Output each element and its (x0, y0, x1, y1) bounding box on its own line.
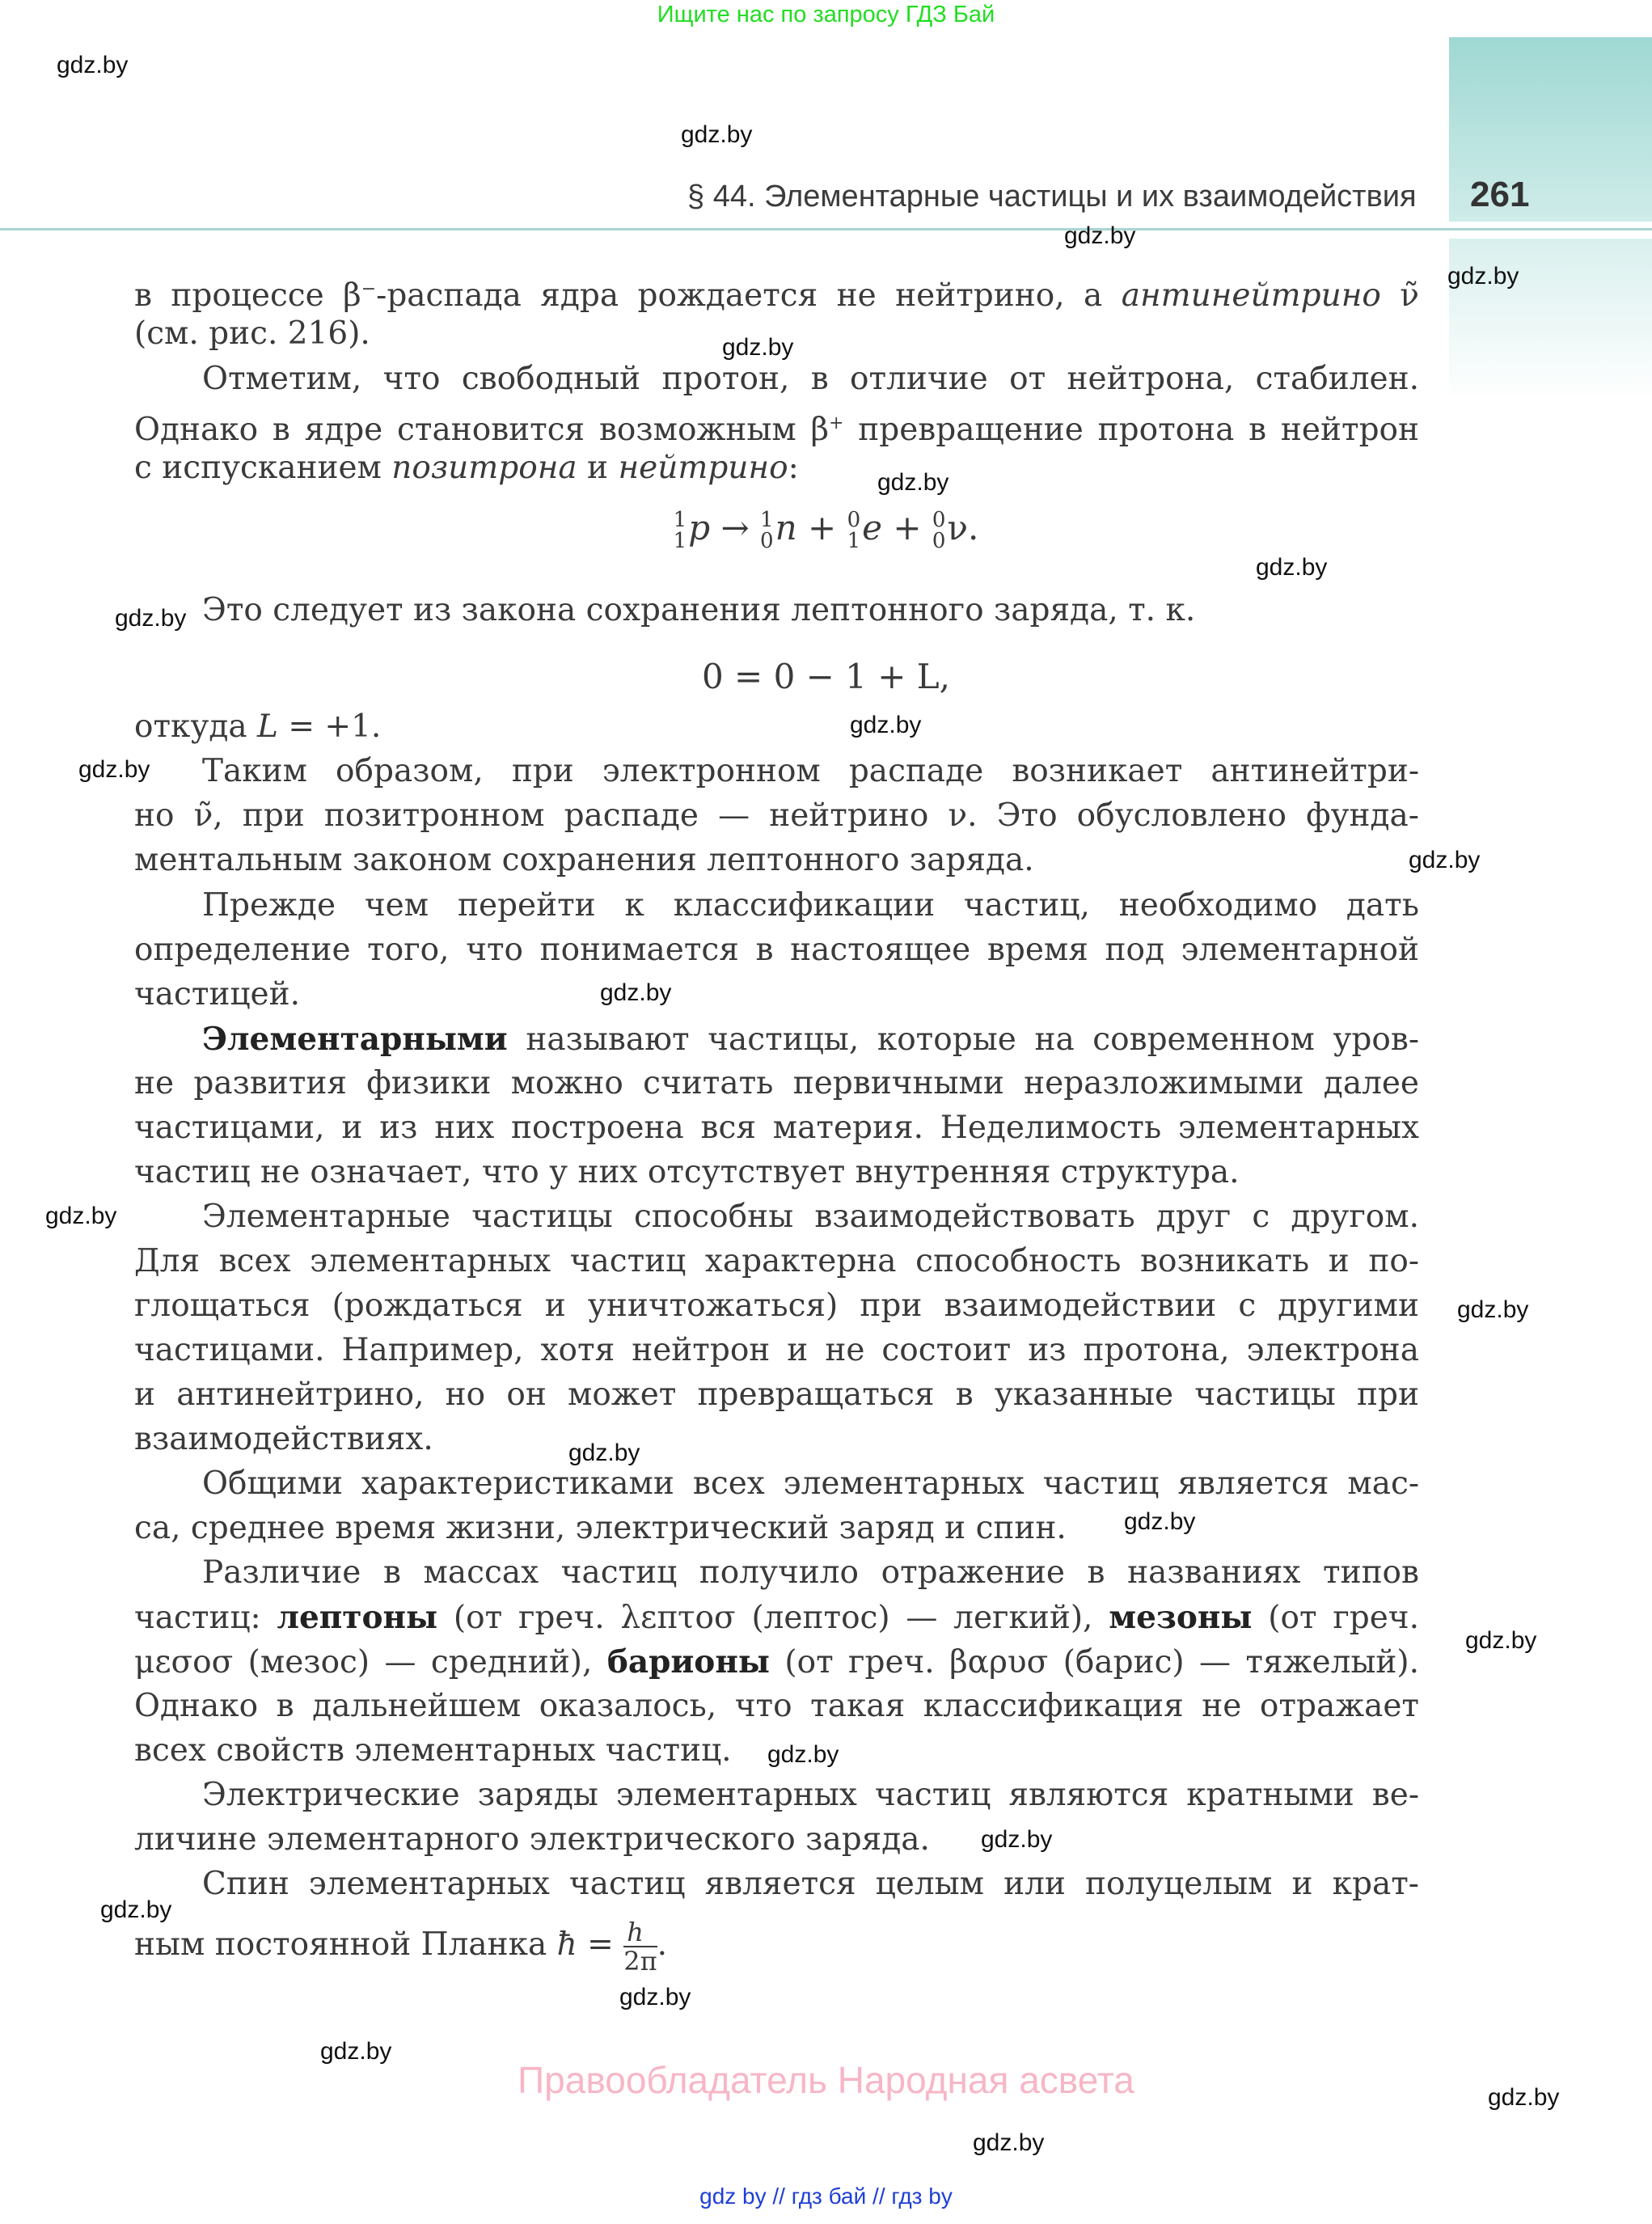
planck-fraction: $\frac{h}{2\pi}$ (623, 1917, 657, 1977)
formula-lepton-charge: 0 = 0 − 1 + L, (701, 657, 951, 696)
watermark: gdz.by (320, 2038, 392, 2065)
watermark: gdz.by (115, 605, 187, 632)
text-line: но ν̃, при позитронном распаде — нейтрино ν. Это обусловлено фунда- (134, 797, 1419, 834)
text-line: Это следует из закона сохранения лептонного заряда, т. к. (202, 592, 1196, 628)
text-line: Прежде чем перейти к классификации частиц, необходимо дать (202, 887, 1419, 924)
watermark: gdz.by (1124, 1508, 1196, 1535)
watermark: gdz.by (767, 1741, 839, 1768)
text-line: Элементарные частицы способны взаимодействовать друг с другом. (202, 1199, 1419, 1235)
text-line: глощаться (рождаться и уничтожаться) при взаимодействии с другими (134, 1287, 1419, 1324)
watermark: gdz.by (981, 1826, 1053, 1853)
watermark: gdz.by (57, 52, 129, 78)
text-line: Отметим, что свободный протон, в отличие от нейтрона, стабилен. (202, 361, 1419, 397)
footer-links[interactable]: gdz by // гдз бай // гдз by (699, 2184, 953, 2209)
text-line: в процессе β−-распада ядра рождается не нейтрино, а антинейтрино ν̃ (134, 277, 1419, 314)
watermark: gdz.by (568, 1440, 640, 1466)
watermark: gdz.by (1256, 554, 1328, 581)
copyright-notice: Правообладатель Народная асвета (518, 2059, 1134, 2101)
text-line: определение того, что понимается в настоящее время под элементарной (134, 932, 1419, 968)
watermark: gdz.by (1064, 222, 1136, 249)
formula-beta-plus: 1 1 p → 1 0 n + 0 1 e + 0 0 ν. (673, 508, 979, 553)
text-line: частиц не означает, что у них отсутствует внутренняя структура. (134, 1154, 1240, 1190)
watermark: gdz.by (100, 1896, 172, 1923)
text-line: с испусканием позитрона и нейтрино: (134, 450, 799, 486)
text-line: частиц: лептоны (от греч. λεπτοσ (лептос) — легкий), мезоны (от греч. (134, 1599, 1419, 1636)
running-title: § 44. Элементарные частицы и их взаимодействия (687, 180, 1417, 214)
watermark: gdz.by (722, 334, 794, 361)
watermark: gdz.by (619, 1984, 691, 2010)
watermark: gdz.by (681, 121, 753, 148)
text-line: Таким образом, при электронном распаде возникает антинейтри- (202, 753, 1419, 789)
text-line: Электрические заряды элементарных частиц являются кратными ве- (202, 1777, 1419, 1813)
watermark: gdz.by (78, 756, 150, 783)
text-line: Для всех элементарных частиц характерна способность возникать и по- (134, 1243, 1419, 1279)
text-line: частицами. Например, хотя нейтрон и не состоит из протона, электрона (134, 1332, 1419, 1368)
text-line: не развития физики можно считать первичными неразложимыми далее (134, 1065, 1419, 1101)
text-line: всех свойств элементарных частиц. (134, 1732, 732, 1769)
text-line: са, среднее время жизни, электрический заряд и спин. (134, 1510, 1067, 1546)
text-line: ментальным законом сохранения лептонного заряда. (134, 842, 1034, 878)
watermark: gdz.by (1465, 1627, 1537, 1654)
text-line: Элементарными называют частицы, которые на современном уров- (202, 1021, 1419, 1058)
watermark: gdz.by (1488, 2084, 1560, 2111)
text-line: личине элементарного электрического заряда. (134, 1821, 930, 1858)
watermark: gdz.by (877, 469, 949, 496)
text-line: Спин элементарных частиц является целым или полуцелым и крат- (202, 1866, 1419, 1902)
page-number: 261 (1470, 175, 1530, 214)
watermark: gdz.by (850, 712, 922, 738)
search-hint-banner: Ищите нас по запросу ГДЗ Бай (657, 2, 995, 27)
text-line: частицей. (134, 976, 300, 1013)
header-rule (0, 228, 1652, 230)
text-line: откуда L = +1. (134, 708, 382, 745)
text-line: (см. рис. 216). (134, 315, 370, 352)
text-line: μεσοσ (мезос) — средний), барионы (от греч. βαρυσ (барис) — тяжелый). (134, 1643, 1419, 1681)
watermark: gdz.by (1457, 1296, 1529, 1323)
text-line: взаимодействиях. (134, 1421, 433, 1457)
text-line: ным постоянной Планка ħ = $\frac{h}{2\pi}$ . (134, 1917, 668, 1977)
text-line: частицами, и из них построена вся материя. Неделимость элементарных (134, 1110, 1419, 1146)
text-line: Однако в дальнейшем оказалось, что такая классификация не отражает (134, 1688, 1419, 1724)
watermark: gdz.by (973, 2129, 1045, 2156)
watermark: gdz.by (45, 1203, 117, 1229)
text-line: Однако в ядре становится возможным β+ превращение протона в нейтрон (134, 412, 1420, 448)
watermark: gdz.by (1409, 847, 1481, 873)
text-line: Общими характеристиками всех элементарных частиц является мас- (202, 1465, 1419, 1502)
text-line: Различие в массах частиц получило отражение в названиях типов (202, 1554, 1419, 1591)
watermark: gdz.by (1447, 263, 1519, 290)
text-line: и антинейтрино, но он может превращаться в указанные частицы при (134, 1376, 1419, 1413)
watermark: gdz.by (600, 979, 672, 1006)
